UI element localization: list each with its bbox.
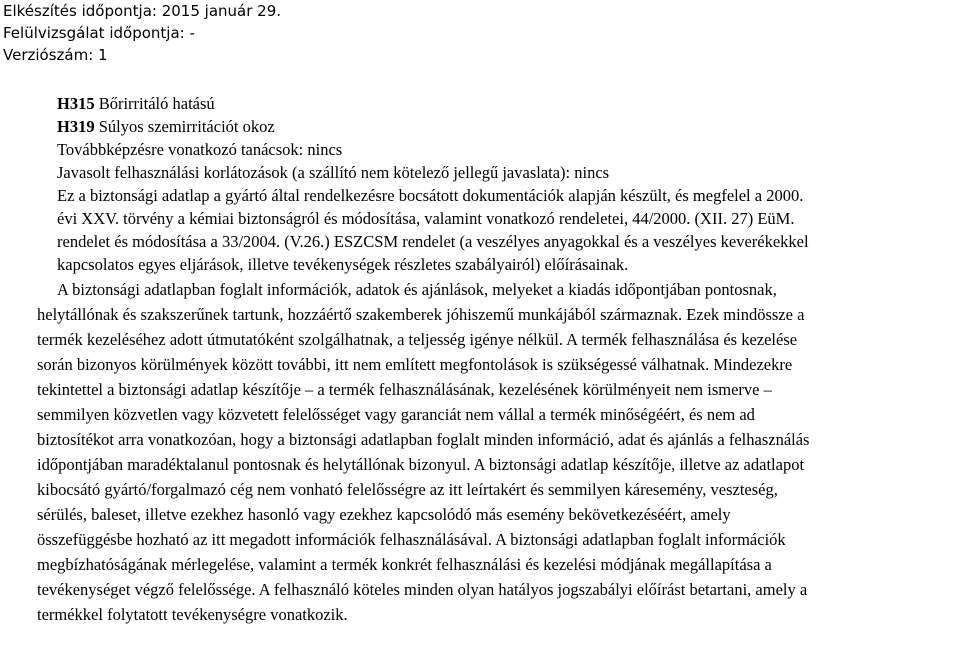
paragraph-line: évi XXV. törvény a kémiai biztonságról és módosítása, valamint vonatkozó rendeletei, 44/2000. (XII. 27) EüM.: [57, 209, 795, 228]
paragraph-line: termék kezeléséhez adott útmutatóként szolgálhatnak, a teljesség igénye nélkül. A termék felhasználása és kezelése: [37, 330, 798, 349]
paragraph-line: helytállónak és szakszerűnek tartunk, hozzáértő szakemberek jóhiszemű munkájából származnak. Ezek mindössze a: [37, 305, 805, 324]
hazard-code: H319: [57, 117, 95, 136]
paragraph-line: során bizonyos körülmények között további, itt nem említett megfontolások is szükségessé válhatnak. Mindezekre: [37, 355, 793, 374]
hazard-text: Súlyos szemirritációt okoz: [94, 117, 275, 136]
paragraph-line: időpontjában maradéktalanul pontosnak és helytállónak bizonyul. A biztonsági adatlap készítője, illetve az adatlapot: [37, 455, 805, 474]
paragraph-line: tevékenységet végző felelőssége. A felhasználó köteles minden olyan hatályos jogszabályi előírást betartani, amely a: [37, 580, 808, 599]
paragraph-line: semmilyen közvetlen vagy közvetett felelősséget vagy garanciát nem vállal a termék minőségéért, és nem ad: [37, 405, 755, 424]
paragraph-line: A biztonsági adatlapban foglalt információk, adatok és ajánlások, melyeket a kiadás időpontjában pontosnak,: [57, 280, 777, 299]
hazard-statement: [57, 94, 215, 114]
paragraph-line: kibocsátó gyártó/forgalmazó cég nem vonható felelősségre az itt leírtakért és semmilyen káresemény, veszteség,: [37, 480, 778, 499]
paragraph-line: sérülés, baleset, illetve ezekhez hasonló vagy ezekhez kapcsolódó más esemény bekövetkezéséért, amely: [37, 505, 731, 524]
revision-date: Felülvizsgálat időpontja: -: [3, 24, 195, 42]
paragraph-line: kapcsolatos egyes eljárások, illetve tevékenységek részletes szabályairól) előírásainak.: [57, 255, 629, 274]
hazard-statement: [57, 117, 275, 137]
paragraph-line: Ez a biztonsági adatlap a gyártó által rendelkezésre bocsátott dokumentációk alapján készült, és megfelel a 2000.: [57, 186, 804, 205]
training-advice-line: Továbbképzésre vonatkozó tanácsok: nincs: [57, 140, 343, 159]
paragraph-line: megbízhatóságának mérlegelése, valamint a termék konkrét felhasználási és kezelési módjának megállapítása a: [37, 555, 772, 574]
version-number: Verziószám: 1: [3, 46, 108, 64]
usage-restriction-line: Javasolt felhasználási korlátozások (a szállító nem kötelező jellegű javaslata): nincs: [57, 163, 610, 182]
hazard-code: H315: [57, 94, 95, 113]
hazard-text: Bőrirritáló hatású: [94, 94, 215, 113]
paragraph-line: tekintettel a biztonsági adatlap készítője – a termék felhasználásának, kezelésének körülményeit nem ismerve –: [37, 380, 772, 399]
paragraph-line: termékkel folytatott tevékenységre vonatkozik.: [37, 605, 348, 624]
paragraph-line: rendelet és módosítása a 33/2004. (V.26.) ESZCSM rendelet (a veszélyes anyagokkal és a veszélyes keverékekkel: [57, 232, 809, 251]
created-date: Elkészítés időpontja: 2015 január 29.: [3, 2, 282, 20]
paragraph-line: biztosítékot arra vonatkozóan, hogy a biztonsági adatlapban foglalt minden információ, adat és ajánlás a felhasználás: [37, 430, 810, 449]
paragraph-line: összefüggésbe hozható az itt megadott információk felhasználásával. A biztonsági adatlapban foglalt információk: [37, 530, 786, 549]
